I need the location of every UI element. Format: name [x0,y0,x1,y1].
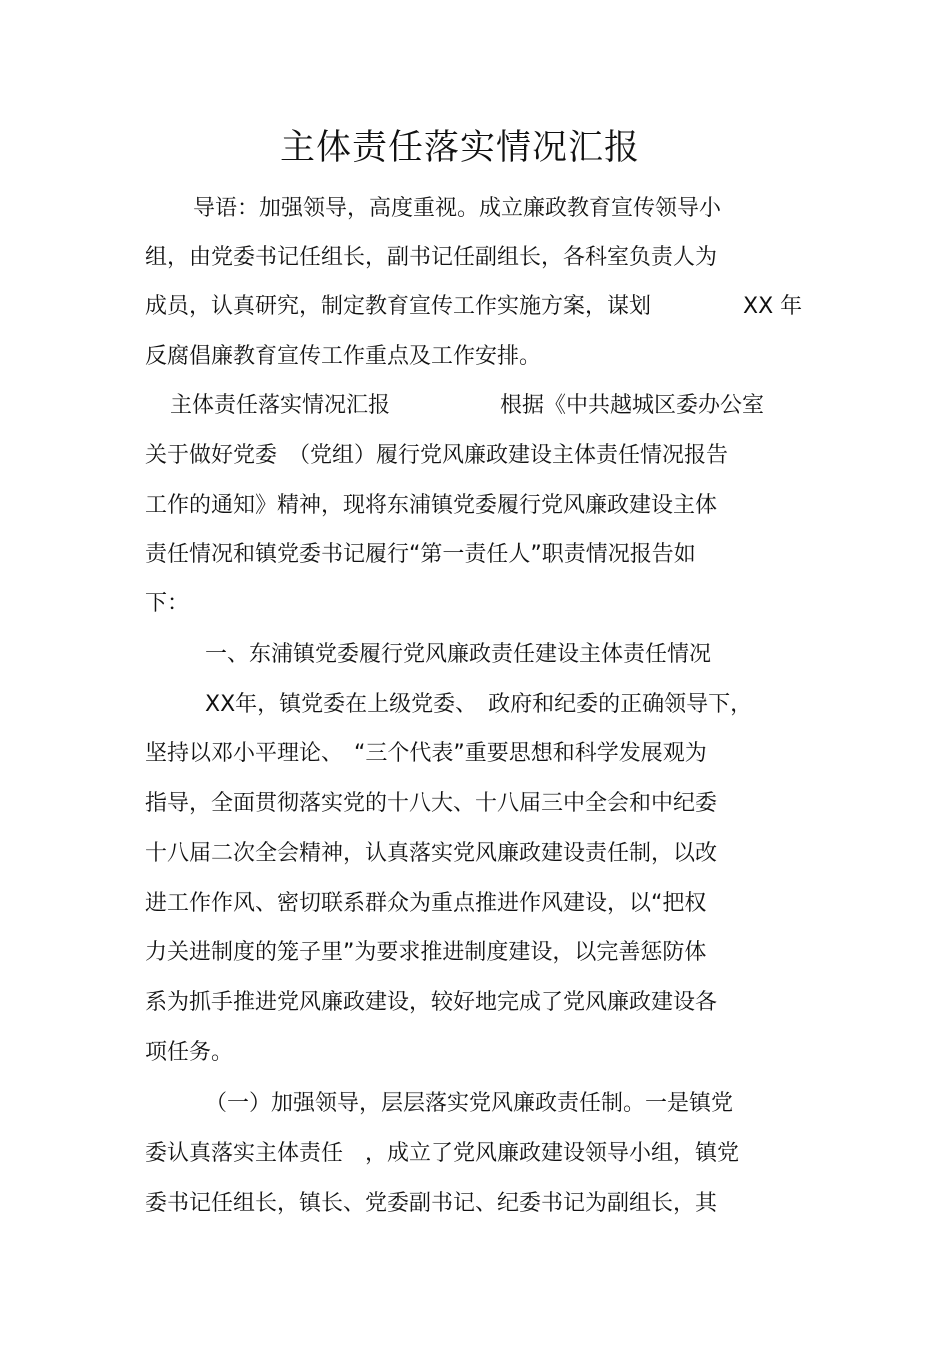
paragraph-line: 十八届二次全会精神，认真落实党风廉政建设责任制，以改 [145,841,718,866]
paragraph-line: 系为抓手推进党风廉政建设，较好地完成了党风廉政建设各 [145,990,718,1015]
document-title: 主体责任落实情况汇报 [279,128,640,168]
paragraph-line: 进工作作风、密切联系群众为重点推进作风建设，以“把权 [145,891,707,916]
paragraph-line: 委认真落实主体责任 ，成立了党风廉政建设领导小组，镇党 [145,1141,740,1166]
paragraph-line: XX年，镇党委在上级党委、 政府和纪委的正确领导下， [205,692,753,717]
paragraph-line: （一）加强领导，层层落实党风廉政责任制。一是镇党 [205,1091,734,1116]
paragraph-line: 指导，全面贯彻落实党的十八大、十八届三中全会和中纪委 [145,791,718,816]
paragraph-line: 组，由党委书记任组长，副书记任副组长，各科室负责人为 [145,245,718,270]
paragraph-line: 成员，认真研究，制定教育宣传工作实施方案，谋划 [145,294,652,319]
paragraph-line: 坚持以邓小平理论、 “三个代表”重要思想和科学发展观为 [145,741,707,766]
paragraph-line: 下： [145,591,190,616]
paragraph-line: 根据《中共越城区委办公室 [500,393,765,418]
paragraph-line: 工作的通知》精神，现将东浦镇党委履行党风廉政建设主体 [145,493,718,518]
paragraph-line: 责任情况和镇党委书记履行“第一责任人”职责情况报告如 [145,542,696,567]
paragraph-line: 导语：加强领导，高度重视。成立廉政教育宣传领导小 [193,196,722,221]
section-heading: 一、东浦镇党委履行党风廉政责任建设主体责任情况 [205,642,712,667]
paragraph-line: 力关进制度的笼子里”为要求推进制度建设，以完善惩防体 [145,940,707,965]
paragraph-line: 委书记任组长，镇长、党委副书记、纪委书记为副组长，其 [145,1191,718,1216]
paragraph-line: 关于做好党委 （党组）履行党风廉政建设主体责任情况报告 [145,443,729,468]
paragraph-line: 项任务。 [145,1040,234,1065]
paragraph-line: 主体责任落实情况汇报 [170,393,391,418]
paragraph-line: XX 年 [743,294,803,319]
paragraph-line: 反腐倡廉教育宣传工作重点及工作安排。 [145,344,542,369]
